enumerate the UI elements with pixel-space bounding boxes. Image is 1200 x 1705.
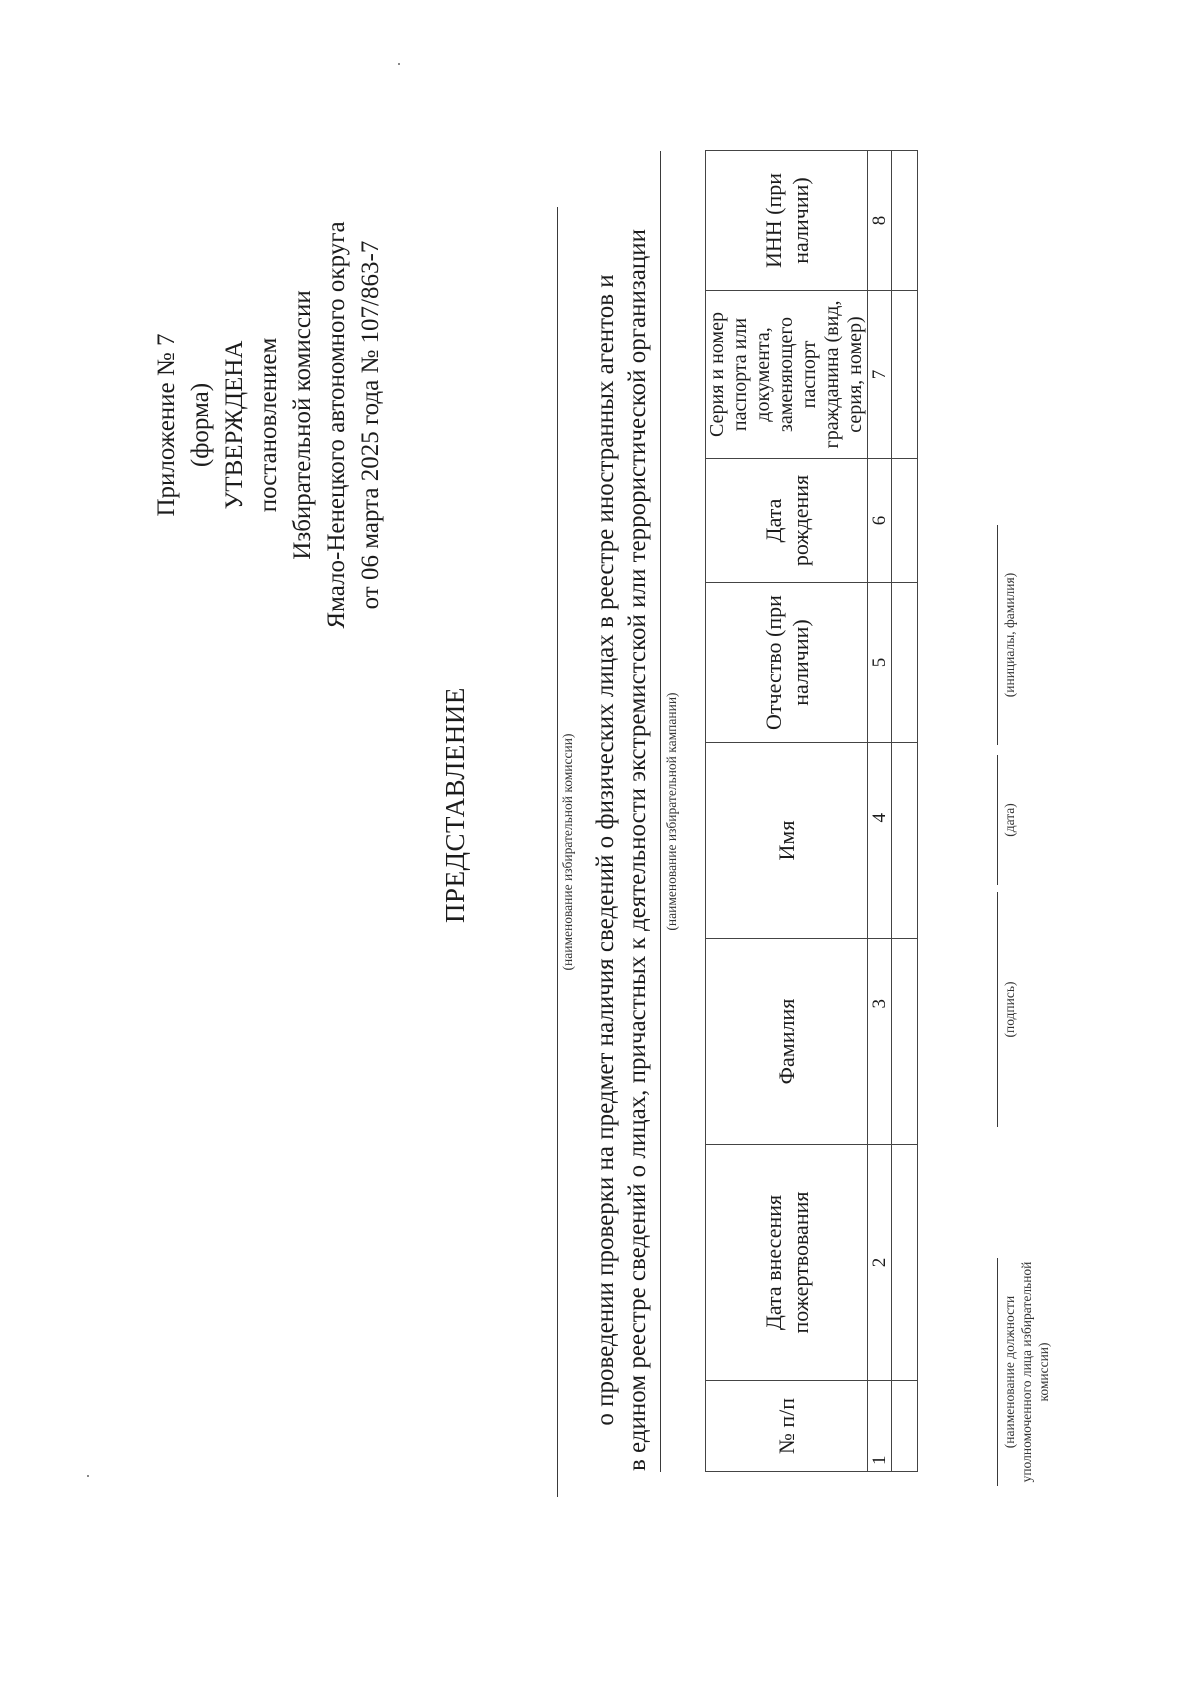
- commission-name-line: [557, 207, 558, 1497]
- column-header-patronymic: Отчество (при наличии): [706, 583, 868, 743]
- commission-name: Избирательной комиссии: [289, 290, 316, 560]
- scan-speck: [398, 63, 400, 65]
- subject-line-1: о проведении проверки на предмет наличия сведений о физических лицах в реестре иностранных агентов и: [592, 274, 619, 1426]
- table-row: [892, 151, 918, 1472]
- column-header-donation-date: Дата внесения пожертвования: [706, 1145, 868, 1381]
- scan-speck: [87, 1475, 89, 1477]
- column-header-inn: ИНН (при наличии): [706, 151, 868, 291]
- table-cell[interactable]: [892, 291, 918, 459]
- decree-label: постановлением: [255, 337, 282, 513]
- column-number-cell: 7: [868, 291, 892, 459]
- name-line: [997, 525, 998, 745]
- signature-caption: (подпись): [1002, 981, 1017, 1038]
- form-label: (форма): [187, 382, 214, 468]
- column-header-name: Имя: [706, 743, 868, 939]
- commission-caption: (наименование избирательной комиссии): [560, 733, 575, 971]
- campaign-name-line: [660, 151, 661, 1472]
- signature-line: [997, 892, 998, 1127]
- column-number-cell: 1: [868, 1381, 892, 1472]
- column-header-birth-date: Дата рождения: [706, 459, 868, 583]
- name-caption: (инициалы, фамилия): [1002, 572, 1017, 698]
- column-number-cell: 3: [868, 939, 892, 1145]
- table-cell[interactable]: [892, 743, 918, 939]
- table-header-row: [706, 151, 868, 1472]
- position-caption: (наименование должности уполномоченного лица избирательной комиссии): [1002, 1261, 1051, 1483]
- position-line: [997, 1258, 998, 1486]
- approval-block: [150, 165, 388, 685]
- table-cell[interactable]: [892, 1381, 918, 1472]
- table-cell[interactable]: [892, 151, 918, 291]
- column-number-cell: 6: [868, 459, 892, 583]
- column-number-cell: 8: [868, 151, 892, 291]
- subject-line-2: в едином реестре сведений о лицах, причастных к деятельности экстремистской или террористической организации: [624, 228, 651, 1472]
- column-number-cell: 4: [868, 743, 892, 939]
- decree-date-number: от 06 марта 2025 года № 107/863-7: [357, 240, 384, 610]
- appendix-number: Приложение № 7: [153, 333, 180, 517]
- column-header-surname: Фамилия: [706, 939, 868, 1145]
- column-header-passport: Серия и номер паспорта или документа, заменяющего паспорт гражданина (вид, серия, номер): [706, 291, 868, 459]
- date-caption: (дата): [1002, 803, 1017, 837]
- subject-text: [590, 215, 654, 1485]
- approved-label: УТВЕРЖДЕНА: [221, 340, 248, 510]
- date-line: [997, 755, 998, 885]
- table-cell[interactable]: [892, 583, 918, 743]
- table-number-row: [868, 151, 892, 1472]
- page-title: ПРЕДСТАВЛЕНИЕ: [440, 687, 470, 923]
- column-number-cell: 5: [868, 583, 892, 743]
- campaign-caption: (наименование избирательной кампании): [664, 692, 679, 931]
- column-header-number: № п/п: [706, 1381, 868, 1472]
- table-cell[interactable]: [892, 939, 918, 1145]
- table-cell[interactable]: [892, 459, 918, 583]
- column-number-cell: 2: [868, 1145, 892, 1381]
- table-cell[interactable]: [892, 1145, 918, 1381]
- persons-table: [705, 150, 918, 1472]
- region-name: Ямало-Ненецкого автономного округа: [323, 221, 350, 629]
